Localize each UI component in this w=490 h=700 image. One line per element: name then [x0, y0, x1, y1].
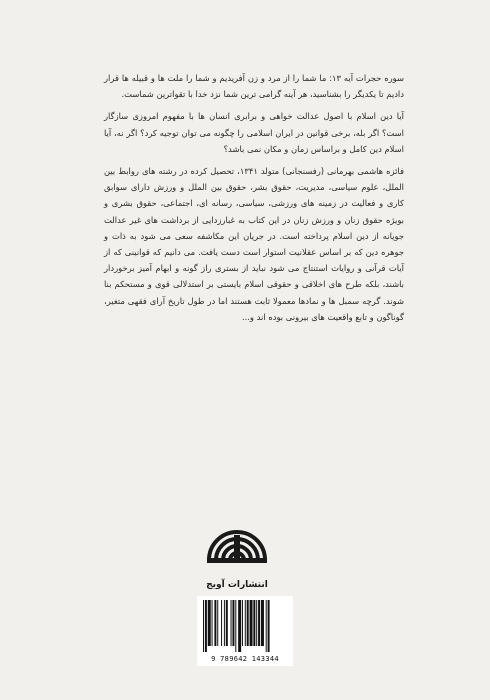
barcode-bar	[247, 600, 249, 646]
barcode-bar	[205, 600, 207, 652]
publisher-name: انتشارات آویج	[206, 580, 268, 590]
barcode-bar	[235, 600, 236, 652]
quran-verse-paragraph: سوره حجرات آیه ۱۳: ما شما را از مرد و زن آفریدیم و شما را ملت ها و قبیله ها قرار دادیم تا یکدیگر را بشناسید، هر آینه گرامی ترین شما نزد خدا با تقواترین شماست.	[104, 73, 404, 100]
blurb-text	[104, 70, 404, 331]
question-paragraph: آیا دین اسلام با اصول عدالت خواهی و برابری انسان ها با مفهوم امروزی سازگار است؟ اگر بله، برخی قوانین در ایران اسلامی را چگونه می توان توجیه کرد؟ اگر نه، آیا اسلام دین کامل و براساس زمان و مکان نمی باشد؟	[104, 111, 404, 154]
barcode-bar	[224, 600, 225, 646]
barcode-bar	[258, 600, 260, 646]
barcode-bar	[268, 600, 270, 652]
barcode-bar	[245, 600, 246, 646]
barcode-bar	[203, 600, 204, 652]
barcode-bar	[232, 600, 234, 646]
barcode-bar	[242, 600, 243, 646]
barcode-bar	[266, 600, 267, 652]
isbn-barcode	[197, 596, 293, 666]
isbn-digits: 9 789642 143344	[211, 655, 279, 663]
barcode-bar	[256, 600, 257, 646]
barcode-bar	[238, 600, 241, 652]
barcode-bar	[221, 600, 222, 646]
barcode-bar	[261, 600, 264, 646]
publisher-logo	[205, 500, 269, 578]
barcode-bar	[231, 600, 232, 646]
barcode-bar	[217, 600, 218, 646]
barcode-bar	[214, 600, 216, 646]
barcode-bar	[250, 600, 253, 646]
barcode-bar	[226, 600, 228, 646]
barcode-bar	[253, 600, 255, 646]
author-bio-paragraph: فائزه هاشمی بهرمانی (رفسنجانی) متولد ۱۳۴۱، تحصیل کرده در رشته های روابط بین الملل، علوم سیاسی، مدیریت، حقوق بشر، حقوق بین الملل و ورزش دارای سوابق کاری و فعالیت در زمینه های ورزشی، سیاسی، رسانه ای، اجتماعی، حقوق بشری و بویژه حقوق زنان و ورزش زنان در این کتاب به غبارزدایی از برداشت های غیر عدالت جویانه از دین اسلام پرداخته است. در جریان این مکاشفه سعی می شود به ذات و جوهره دین که بر اساس عقلانیت استوار است دست یافت. می دانیم که قوانینی که از آیات قرآنی و روایات استنتاج می شود نباید از بستری راز گونه و ابهام آمیز برخوردار باشند، بلکه طرح های اخلاقی و حقوقی اسلام بایستی بر استدلالی قوی و مستحکم بنا شوند. گرچه سمبل ها و نمادها معمولا ثابت هستند اما در طول تاریخ آرای فقهی متغیر، گوناگون و تابع واقعیت های بیرونی بوده اند و...	[104, 166, 404, 322]
barcode-bar	[212, 600, 213, 646]
barcode-bar	[208, 600, 211, 646]
